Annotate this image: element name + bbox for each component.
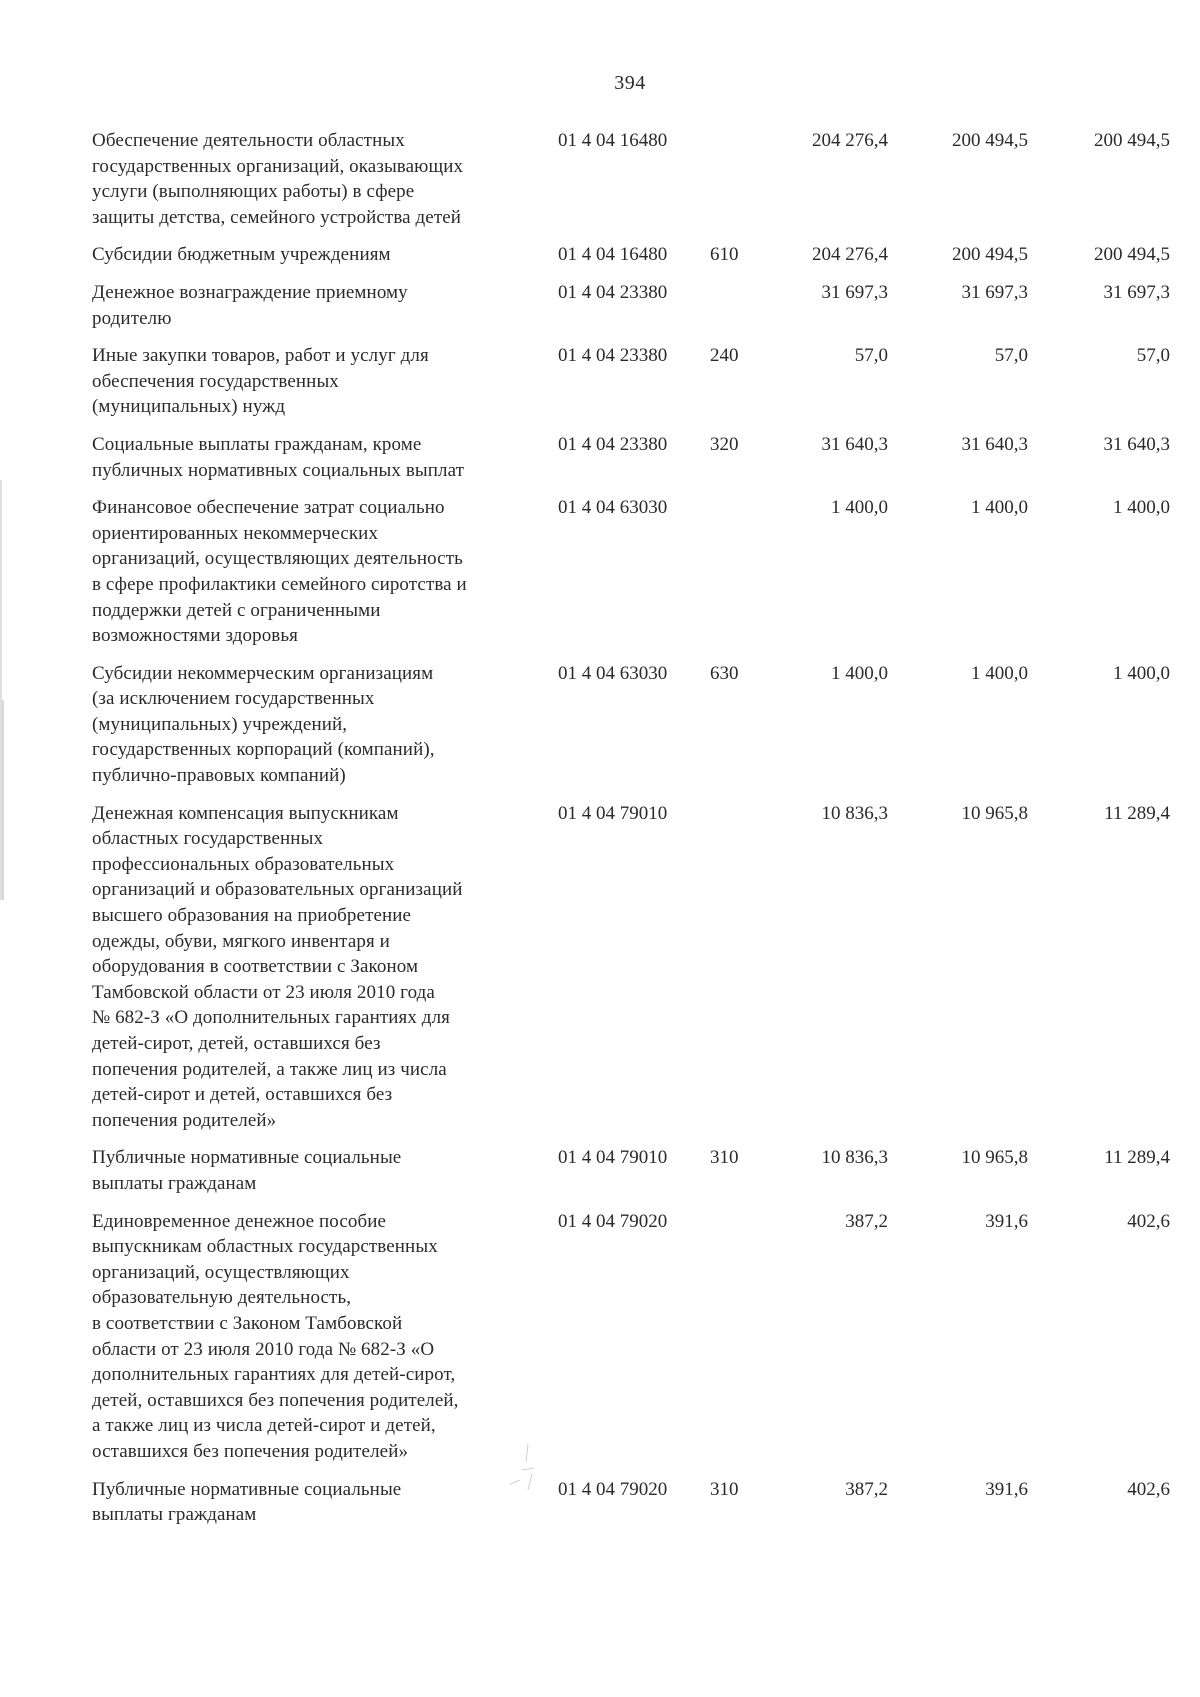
scan-smudge [498,1440,548,1500]
row-expense-type: 240 [710,345,739,367]
row-target-code: 01 4 04 23380 [558,281,668,303]
row-name: Денежная компенсация выпускникам областных государственных профессиональных образовательных организаций и образовательных организаций высшего образования на приобретение одежды, обуви, мягкого инвентаря и оборудования в соответствии с Законом Тамбовской области от 23 июля 2010 года № 682-З «О дополнительных гарантиях для детей-сирот, детей, оставшихся без попечения родителей, а также лиц из числа детей-сирот и детей, оставшихся без попечения родителей» [92,802,463,1131]
row-amount-3: 11 289,4 [1104,802,1170,824]
row-expense-type: 630 [710,662,739,684]
row-amount-1: 204 276,4 [812,130,888,151]
row-amount-2: 57,0 [994,345,1028,367]
row-amount-2: 10 965,8 [961,802,1028,824]
table-row [92,343,1182,420]
row-amount-3: 402,6 [1127,1478,1170,1500]
row-amount-3: 1 400,0 [1113,497,1170,519]
row-amount-1: 57,0 [854,345,888,367]
row-name: Денежное вознаграждение приемному родителю [92,281,408,329]
row-amount-1: 31 697,3 [821,281,888,303]
row-amount-3: 200 494,5 [1094,244,1170,266]
row-amount-3: 11 289,4 [1104,1147,1170,1169]
row-amount-1: 387,2 [845,1210,888,1232]
row-amount-2: 391,6 [985,1210,1028,1232]
row-amount-1: 31 640,3 [821,433,888,455]
row-amount-1: 1 400,0 [831,662,888,684]
scan-edge-artifact [0,0,8,1697]
row-target-code: 01 4 04 79020 [558,1210,668,1232]
table-row [92,661,1182,789]
row-amount-2: 200 494,5 [952,244,1028,266]
row-name: Субсидии бюджетным учреждениям [92,244,391,266]
row-target-code: 01 4 04 79010 [558,1147,668,1169]
table-row [92,1209,1182,1465]
row-amount-2: 200 494,5 [952,130,1028,151]
table-row [92,495,1182,649]
row-amount-1: 387,2 [845,1478,888,1500]
table-row [92,432,1182,483]
row-name: Публичные нормативные социальные выплаты гражданам [92,1147,402,1194]
table-row [92,1477,1182,1528]
row-amount-2: 31 640,3 [961,433,1028,455]
row-expense-type: 320 [710,433,739,455]
row-amount-1: 1 400,0 [831,497,888,519]
row-amount-2: 1 400,0 [971,497,1028,519]
row-expense-type: 310 [710,1478,739,1500]
row-target-code: 01 4 04 16480 [558,244,668,266]
row-amount-2: 1 400,0 [971,662,1028,684]
page-number: 394 [614,72,646,94]
row-amount-1: 10 836,3 [821,802,888,824]
table-row [92,242,1182,268]
row-amount-3: 200 494,5 [1094,130,1170,151]
row-amount-2: 391,6 [985,1478,1028,1500]
row-amount-3: 1 400,0 [1113,662,1170,684]
table-row [92,801,1182,1134]
row-amount-3: 402,6 [1127,1210,1170,1232]
row-amount-2: 31 697,3 [961,281,1028,303]
table-row [92,1145,1182,1196]
row-target-code: 01 4 04 79010 [558,802,668,824]
row-target-code: 01 4 04 16480 [558,130,668,151]
row-name: Обеспечение деятельности областных государственных организаций, оказывающих услуги (выполняющих работы) в сфере защиты детства, семейного устройства детей [92,130,464,228]
row-name: Единовременное денежное пособие выпускникам областных государственных организаций, осуществляющих образовательную деятельность, в соответствии с Законом Тамбовской области от 23 июля 2010 года № 682-З «О дополнительных гарантиях для детей-сирот, детей, оставшихся без попечения родителей, а также лиц из числа детей-сирот и детей, оставшихся без попечения родителей» [92,1210,459,1462]
row-amount-3: 31 697,3 [1103,281,1170,303]
row-target-code: 01 4 04 23380 [558,345,668,367]
row-target-code: 01 4 04 23380 [558,433,668,455]
row-name: Субсидии некоммерческим организациям (за исключением государственных (муниципальных) учреждений, государственных корпораций (компаний), публично-правовых компаний) [92,662,435,787]
row-name: Иные закупки товаров, работ и услуг для обеспечения государственных (муниципальных) нужд [92,345,429,418]
row-name: Финансовое обеспечение затрат социально ориентированных некоммерческих организаций, осуществляющих деятельность в сфере профилактики семейного сиротства и поддержки детей с ограниченными возможностями здоровья [92,497,467,647]
row-amount-1: 10 836,3 [821,1147,888,1169]
row-target-code: 01 4 04 79020 [558,1478,668,1500]
row-target-code: 01 4 04 63030 [558,662,668,684]
row-expense-type: 310 [710,1147,739,1169]
row-target-code: 01 4 04 63030 [558,497,668,519]
table-row [92,280,1182,331]
row-name: Публичные нормативные социальные выплаты гражданам [92,1478,402,1526]
budget-table [92,128,1182,1540]
row-amount-3: 57,0 [1136,345,1170,367]
table-row [92,128,1182,230]
row-amount-2: 10 965,8 [961,1147,1028,1169]
row-amount-3: 31 640,3 [1103,433,1170,455]
row-expense-type: 610 [710,244,739,266]
row-amount-1: 204 276,4 [812,244,888,266]
row-name: Социальные выплаты гражданам, кроме публичных нормативных социальных выплат [92,433,465,481]
